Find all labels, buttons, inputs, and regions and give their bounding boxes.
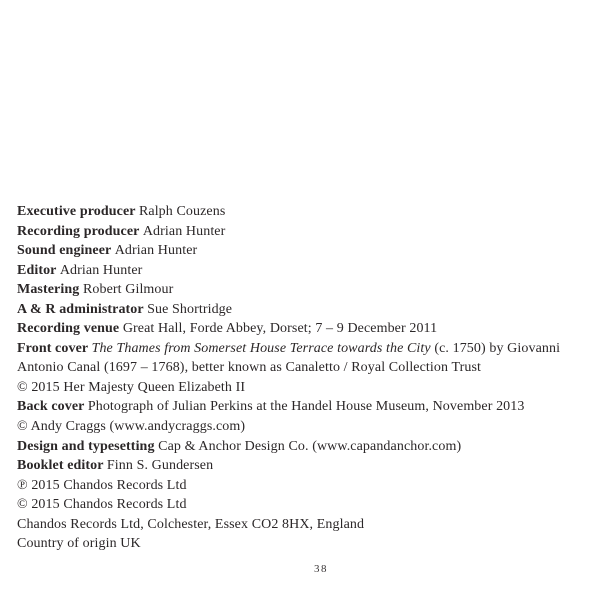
- credit-label: Front cover: [17, 340, 92, 356]
- credit-text: Sue Shortridge: [147, 301, 233, 317]
- credit-label: Mastering: [17, 282, 83, 298]
- credit-text: Ralph Couzens: [138, 204, 226, 219]
- credit-label: Booklet editor: [17, 458, 107, 474]
- credit-text: © 2015 Chandos Records Ltd: [17, 497, 187, 513]
- credits-list: [17, 202, 595, 554]
- credit-text: (c. 1750) by Giovanni: [430, 340, 561, 356]
- credit-text: © Andy Craggs (www.andycraggs.com): [17, 419, 246, 435]
- credit-label: Back cover: [17, 399, 88, 415]
- credit-text: Cap & Anchor Design Co. (www.capandanchor.com): [158, 438, 462, 454]
- credit-text: Country of origin UK: [17, 536, 141, 552]
- credit-line: [17, 515, 595, 535]
- credit-line: [17, 534, 595, 554]
- credit-label: Editor: [17, 262, 60, 278]
- credit-line: [17, 397, 595, 417]
- credit-text: Finn S. Gundersen: [106, 458, 214, 474]
- credit-label: Design and typesetting: [17, 438, 159, 454]
- credit-line: [17, 280, 595, 300]
- credit-label: Recording producer: [17, 223, 143, 239]
- credit-line: [17, 456, 595, 476]
- credit-text: Photograph of Julian Perkins at the Handel House Museum, November 2013: [87, 399, 525, 415]
- credit-label: A & R administrator: [17, 301, 148, 317]
- credit-text: Adrian Hunter: [142, 223, 226, 239]
- credit-line: [17, 358, 595, 378]
- credit-text: Robert Gilmour: [82, 282, 174, 298]
- credit-line: [17, 300, 595, 320]
- credit-text: © 2015 Her Majesty Queen Elizabeth II: [17, 379, 246, 395]
- credit-line: [17, 261, 595, 281]
- credit-line: [17, 437, 595, 457]
- credit-line: [17, 495, 595, 515]
- credit-text: Chandos Records Ltd, Colchester, Essex CO2 8HX, England: [17, 516, 365, 532]
- credit-text: Antonio Canal (1697 – 1768), better known as Canaletto / Royal Collection Trust: [17, 360, 482, 376]
- credit-line: [17, 319, 595, 339]
- credit-label: Sound engineer: [17, 243, 115, 259]
- credit-line: [17, 417, 595, 437]
- credit-text: Adrian Hunter: [114, 243, 198, 259]
- credit-line: [17, 202, 595, 222]
- credit-text: ℗ 2015 Chandos Records Ltd: [17, 477, 187, 493]
- credit-line: [17, 241, 595, 261]
- credit-line: [17, 476, 595, 496]
- credit-label: Executive producer: [17, 204, 139, 219]
- page-number: 38: [314, 563, 328, 575]
- credit-line: [17, 222, 595, 242]
- credit-artwork-title: The Thames from Somerset House Terrace towards the City: [91, 340, 431, 356]
- credit-line: [17, 339, 595, 359]
- credit-text: Great Hall, Forde Abbey, Dorset; 7 – 9 December 2011: [122, 321, 438, 337]
- credit-text: Adrian Hunter: [59, 262, 143, 278]
- credit-label: Recording venue: [17, 321, 123, 337]
- credit-line: [17, 378, 595, 398]
